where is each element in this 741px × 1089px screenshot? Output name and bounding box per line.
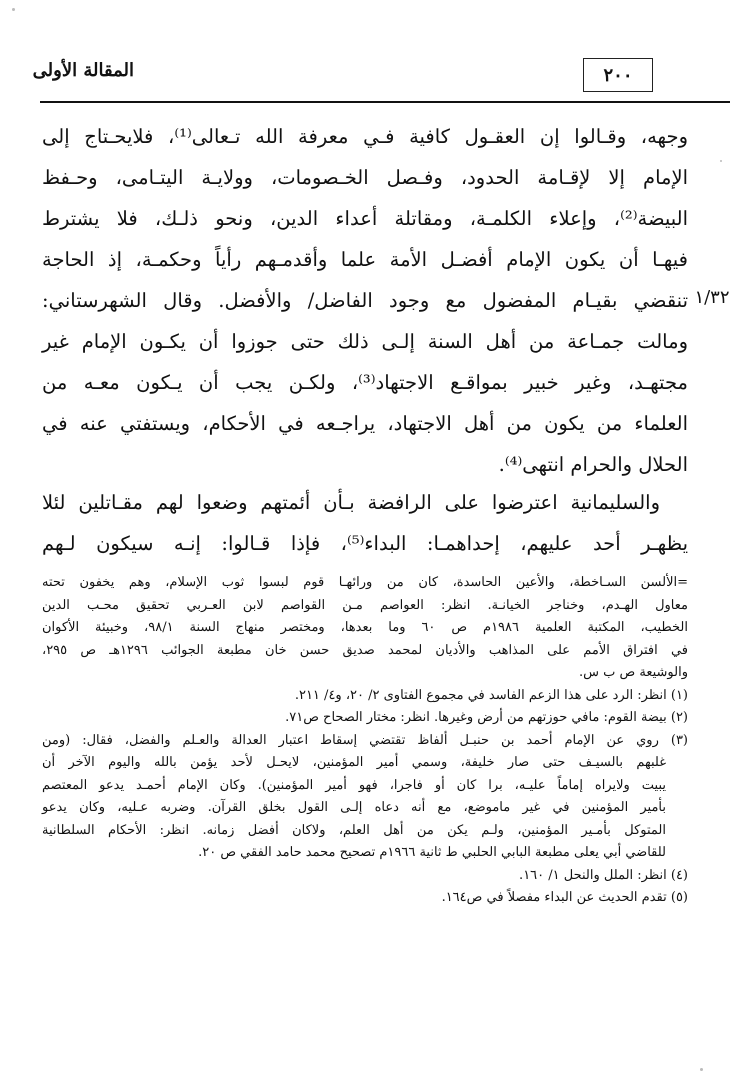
page-number: ٢٠٠	[583, 58, 653, 92]
text-line: وجهه، وقـالوا إن العقـول كافية فـي معرفة الله تـعالى⁽¹⁾، فلايحـتاج إلى	[42, 125, 688, 148]
footnote-2: (٢) بيضة القوم: مافي حوزتهم من أرض وغيرها. انظر: مختار الصحاح ص٧١.	[285, 710, 688, 725]
scan-speck	[700, 1068, 703, 1071]
text-line: فيهـا أن يكون الإمام أفضـل الأمة علما وأقدمـهم رأياً وحكمـة، إذ الحاجة	[42, 248, 688, 271]
margin-page-reference: ١/٣٢	[694, 287, 730, 308]
footnote-3-line: المتوكل بأمـير المؤمنين، ولـم يكن من أهل العلم، ولاكان أفضل زمانه. انظر: الأحكام السلطانية	[42, 822, 666, 838]
body-paragraph-2	[42, 482, 688, 564]
footnote-5: (٥) تقدم الحديث عن البداء مفصلاً في ص١٦٤.	[441, 890, 688, 905]
footnotes	[42, 572, 688, 910]
footnote-3: (٣) روي عن الإمام أحمد بن حنبـل ألفاظ تقتضي إسقاط اعتبار العدالة والعـلم والفضل، فقال: (ومن	[42, 732, 688, 748]
footnote-continuation-line: =الألسن السـاخطة، والأعين الحاسدة، كان من ورائهـا قوم لبسوا ثوب الإسلام، وهم يخفون تحته	[42, 575, 688, 590]
scan-speck	[720, 160, 722, 162]
footnote-3-line: يبيت ولايراه إماماً عليـه، برا كان أو فاجرا، فهو أمير المؤمنين). وكان الإمام أحمـد يدعو المعتصم	[42, 777, 666, 793]
body-paragraph-1	[42, 116, 688, 485]
footnote-continuation-line: معاول الهـدم، وخناجر الخيانـة. انظر: العواصم مـن القواصم لابن العـربي تحقيق محـب الدين	[42, 597, 688, 613]
footnote-3-line: غلبهم بالسيـف حتى صار خليفة، وسمي أمير المؤمنين، لايحـل لأحد يؤمن بالله واليوم الآخر أن	[42, 755, 666, 770]
text-line: تنقضي بقيـام المفضول مع وجود الفاضل/ والأفضل. وقال الشهرستاني:	[42, 289, 688, 312]
footnote-continuation-line: في افتراق الأمم على المذاهب والأديان لمحمد صديق حسن خان مطبعة الجوائب ١٢٩٦هـ ص ٢٩٥،	[42, 642, 688, 658]
footnote-continuation-line: والوشيعة ص ب س.	[579, 665, 688, 680]
text-line: البيضة⁽²⁾، وإعلاء الكلمـة، ومقاتلة أعداء الدين، ونحو ذلـك، فلا يشترط	[42, 207, 688, 230]
text-line: والسليمانية اعترضوا على الرافضة بـأن أئمتهم وضعوا لهم مقـاتلين لئلا	[42, 491, 660, 514]
scan-speck	[12, 8, 15, 11]
footnote-3-line: للقاضي أبي يعلى مطبعة البابي الحلبي ط ثانية ١٩٦٦م تصحيح محمد حامد الفقي ص ٢٠.	[198, 845, 666, 860]
text-line: يظهـر أحد عليهم، إحداهمـا: البداء⁽⁵⁾، فإذا قـالوا: إنـه سيكون لـهم	[42, 532, 689, 555]
footnote-3-line: بأمير المؤمنين في غير ماموضع، مع أنه دعاه إلـى القول بخلق القرآن. وضربه عـليه، وكان يدعو	[42, 800, 666, 815]
text-line: مجتهـد، وغير خبير بمواقـع الاجتهاد⁽³⁾، ولكـن يجب أن يـكون معـه من	[42, 371, 688, 394]
text-line: ومالت جمـاعة من أهل السنة إلـى ذلك حتى جوزوا أن يكـون الإمام غير	[42, 330, 688, 353]
footnote-1: (١) انظر: الرد على هذا الزعم الفاسد في مجموع الفتاوى ٢/ ٢٠، و٤/ ٢١١.	[294, 687, 688, 703]
footnote-4: (٤) انظر: الملل والنحل ١/ ١٦٠.	[519, 867, 688, 883]
running-title: المقالة الأولى	[32, 60, 134, 81]
text-line: الإمام إلا لإقـامة الحدود، وفـصل الخـصومات، وولايـة اليتـامى، وحـفظ	[42, 166, 688, 189]
text-line: العلماء من يكون من أهل الاجتهاد، يراجـعه في الأحكام، ويستفتي عنه في	[42, 412, 688, 435]
footnote-continuation-line: الخطيب، المكتبة العلمية ١٩٨٦م ص ٦٠ وما بعدها، ومختصر منهاج السنة ٩٨/١، وخبيئة الأكوان	[42, 620, 688, 635]
text-line: الحلال والحرام انتهى⁽⁴⁾.	[498, 453, 688, 476]
header-divider	[40, 101, 730, 103]
